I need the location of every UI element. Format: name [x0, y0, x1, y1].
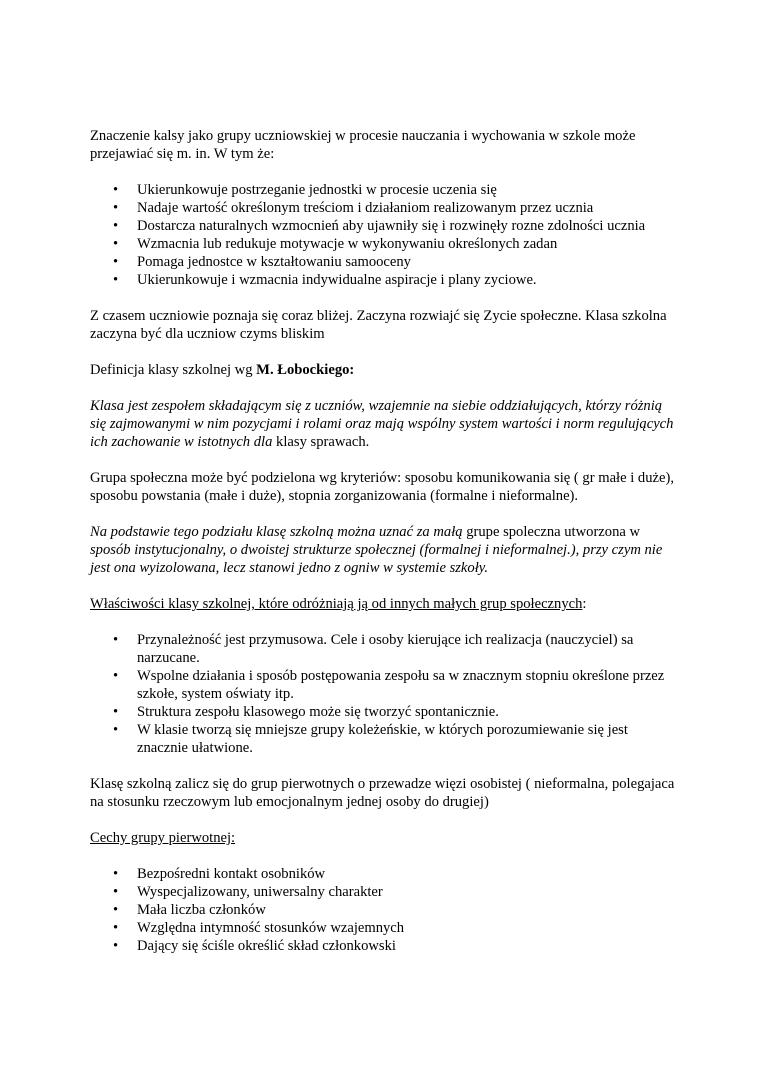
list-item: • Bezpośredni kontakt osobników [90, 865, 680, 883]
list-item: • Wspolne działania i sposób postępowania zespołu sa w znacznym stopniu określone przez szkołe, system oświaty itp. [90, 667, 680, 703]
intro-paragraph: Znaczenie kalsy jako grupy uczniowskiej w procesie nauczania i wychowania w szkole może przejawiać się m. in. W tym że: [90, 128, 636, 162]
classification-normal: grupe spoleczna utworzona w [462, 524, 641, 540]
list-item: • Ukierunkowuje postrzeganie jednostki w procesie uczenia się [90, 181, 680, 199]
definition-intro: Definicja klasy szkolnej wg [90, 362, 257, 378]
list-item: • Względna intymność stosunków wzajemnych [90, 919, 680, 937]
classification-italic-a: Na podstawie tego podziału klasę szkolną można uznać za małą [90, 524, 463, 540]
social-life-paragraph: Z czasem uczniowie poznaja się coraz bliżej. Zaczyna rozwiajć się Zycie społeczne. Klasa szkolna zaczyna być dla uczniow czyms bliskim [90, 308, 667, 342]
primary-group-paragraph: Klasę szkolną zalicz się do grup pierwotnych o przewadze więzi osobistej ( nieformalna, polegajaca na stosunku rzeczowym lub emocjonalnym jednej osoby do drugiej) [90, 776, 675, 810]
list-item: • Ukierunkowuje i wzmacnia indywidualne aspiracje i plany zyciowe. [90, 271, 680, 289]
class-significance-list [90, 181, 680, 289]
classification-paragraph [90, 523, 680, 577]
list-item: • Nadaje wartość określonym treściom i działaniom realizowanym przez ucznia [90, 199, 680, 217]
properties-heading [90, 595, 680, 613]
definition-author: M. Łobockiego: [256, 362, 355, 378]
primary-group-features-list [90, 865, 680, 955]
list-item: • Przynależność jest przymusowa. Cele i osoby kierujące ich realizacja (nauczyciel) sa narzucane. [90, 631, 680, 667]
list-item: • Dostarcza naturalnych wzmocnień aby ujawniły się i rozwinęły rozne zdolności ucznia [90, 217, 680, 235]
list-item: • Mała liczba członków [90, 901, 680, 919]
list-item: • Struktura zespołu klasowego może się tworzyć spontanicznie. [90, 703, 680, 721]
list-item: • Dający się ściśle określić skład członkowski [90, 937, 680, 955]
class-properties-list [90, 631, 680, 757]
definition-italic: Klasa jest zespołem składającym się z uczniów, wzajemnie na siebie oddziałujących, którzy różnią się zajmowanymi w nim pozycjami i rolami oraz mają wspólny system wartości i norm regulujących ich zachowanie w istotnych dla [90, 398, 674, 450]
list-item: • Pomaga jednostce w kształtowaniu samooceny [90, 253, 680, 271]
definition-paragraph [90, 397, 680, 451]
list-item: • Wzmacnia lub redukuje motywacje w wykonywaniu określonych zadan [90, 235, 680, 253]
group-criteria-paragraph: Grupa społeczna może być podzielona wg kryteriów: sposobu komunikowania się ( gr małe i duże), sposobu powstania (małe i duże), stopnia zorganizowania (formalne i nieformalne). [90, 470, 674, 504]
list-item: • Wyspecjalizowany, uniwersalny charakter [90, 883, 680, 901]
definition-heading [90, 361, 680, 379]
primary-group-heading-text: Cechy grupy pierwotnej: [90, 830, 236, 846]
document-body [90, 127, 680, 973]
primary-group-heading [90, 829, 680, 847]
properties-heading-text: Właściwości klasy szkolnej, które odróżniają ją od innych małych grup społecznych [90, 596, 583, 612]
list-item: • W klasie tworzą się mniejsze grupy koleżeńskie, w których porozumiewanie się jest znacznie ułatwione. [90, 721, 680, 757]
properties-heading-colon: : [582, 596, 587, 612]
definition-normal: klasy sprawach. [272, 434, 370, 450]
classification-italic-b: sposób instytucjonalny, o dwoistej strukturze społecznej (formalnej i nieformalnej.), przy czym nie jest ona wyizolowana, lecz stanowi jedno z ogniw w systemie szkoły. [90, 542, 663, 576]
